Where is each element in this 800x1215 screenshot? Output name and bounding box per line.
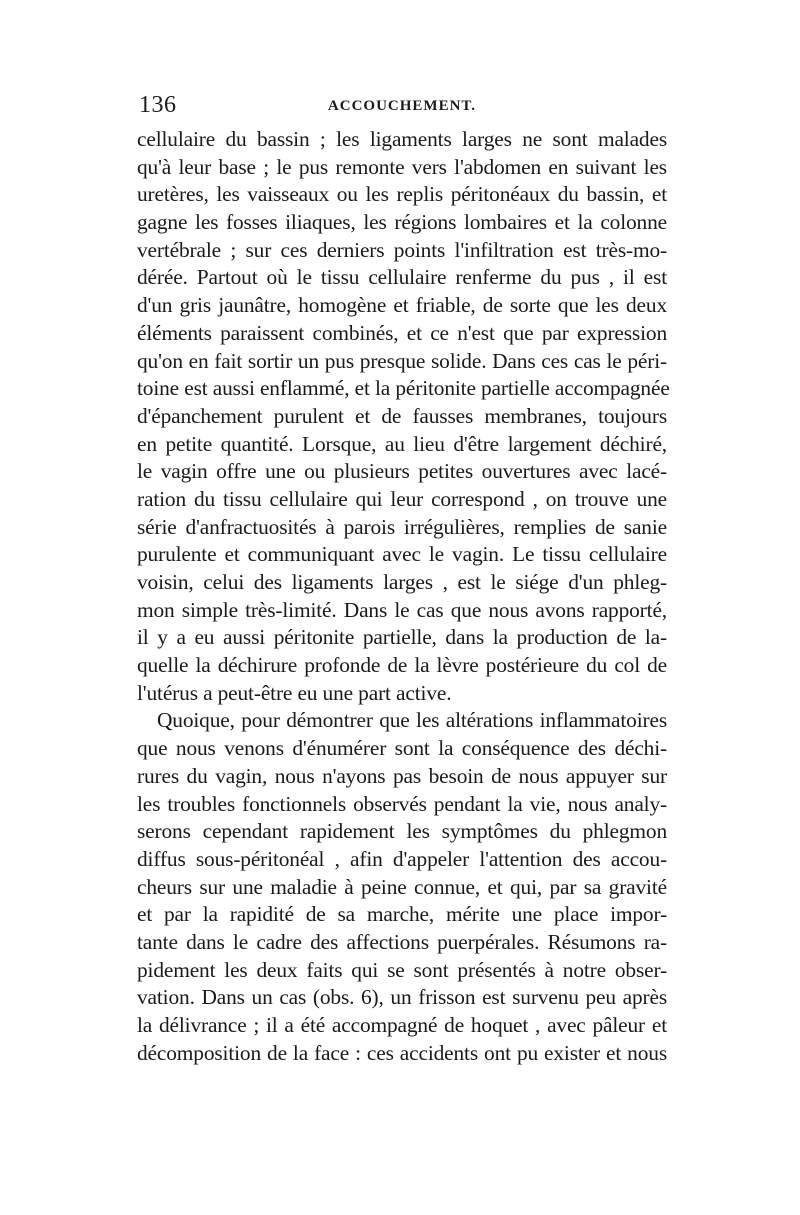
text-line: décomposition de la face : ces accidents ont pu exister et nous <box>137 1040 667 1065</box>
text-line: la délivrance ; il a été accompagné de hoquet , avec pâleur et <box>137 1013 667 1037</box>
paragraph-end-line: l'utérus a peut-être eu une part active. <box>137 680 452 705</box>
text-line: qu'à leur base ; le pus remonte vers l'abdomen en suivant les <box>137 154 667 179</box>
text-line: et par la rapidité de sa marche, mérite une place impor- <box>137 902 667 927</box>
text-line: serons cependant rapidement les symptômes du phlegmon <box>137 819 667 844</box>
text-line: les troubles fonctionnels observés pendant la vie, nous analy- <box>137 791 667 816</box>
page-number: 136 <box>139 92 177 118</box>
text-line: d'épanchement purulent et de fausses membranes, toujours <box>137 403 667 428</box>
text-line: ration du tissu cellulaire qui leur correspond , on trouve une <box>137 486 667 511</box>
text-line: série d'anfractuosités à parois irrégulières, remplies de sanie <box>137 514 667 539</box>
text-line: en petite quantité. Lorsque, au lieu d'être largement déchiré, <box>137 431 667 456</box>
body-text <box>137 126 670 1067</box>
text-line: d'un gris jaunâtre, homogène et friable, de sorte que les deux <box>137 293 667 318</box>
text-line: qu'on en fait sortir un pus presque solide. Dans ces cas le péri- <box>137 348 667 373</box>
text-line: toine est aussi enflammé, et la péritonite partielle accompagnée <box>137 376 670 401</box>
text-line: pidement les deux faits qui se sont présentés à notre obser- <box>137 957 667 982</box>
page-header <box>137 92 667 126</box>
text-line: cheurs sur une maladie à peine connue, et qui, par sa gravité <box>137 874 667 899</box>
text-line: gagne les fosses iliaques, les régions lombaires et la colonne <box>137 210 667 235</box>
text-line: diffus sous-péritonéal , afin d'appeler l'attention des accou- <box>137 846 667 871</box>
text-line: que nous venons d'énumérer sont la conséquence des déchi- <box>137 736 667 761</box>
text-line: tante dans le cadre des affections puerpérales. Résumons ra- <box>137 929 667 954</box>
text-line: vation. Dans un cas (obs. 6), un frisson est survenu peu après <box>137 985 667 1010</box>
paragraph-start-line: Quoique, pour démontrer que les altérations inflammatoires <box>157 708 667 733</box>
book-page <box>137 92 670 1067</box>
text-line: éléments paraissent combinés, et ce n'est que par expression <box>137 320 667 345</box>
text-line: il y a eu aussi péritonite partielle, dans la production de la- <box>137 625 667 650</box>
running-title: ACCOUCHEMENT. <box>327 98 477 114</box>
text-line: quelle la déchirure profonde de la lèvre postérieure du col de <box>137 653 667 678</box>
text-line: vertébrale ; sur ces derniers points l'infiltration est très-mo- <box>137 237 667 262</box>
text-line: le vagin offre une ou plusieurs petites ouvertures avec lacé- <box>137 459 667 484</box>
text-line: dérée. Partout où le tissu cellulaire renferme du pus , il est <box>137 265 667 290</box>
text-line: purulente et communiquant avec le vagin. Le tissu cellulaire <box>137 542 667 567</box>
text-line: uretères, les vaisseaux ou les replis péritonéaux du bassin, et <box>137 182 667 207</box>
text-line: voisin, celui des ligaments larges , est le siége d'un phleg- <box>137 570 667 594</box>
text-line: mon simple très-limité. Dans le cas que nous avons rapporté, <box>137 597 667 622</box>
text-line: cellulaire du bassin ; les ligaments larges ne sont malades <box>137 127 667 151</box>
text-line: rures du vagin, nous n'ayons pas besoin de nous appuyer sur <box>137 763 667 788</box>
